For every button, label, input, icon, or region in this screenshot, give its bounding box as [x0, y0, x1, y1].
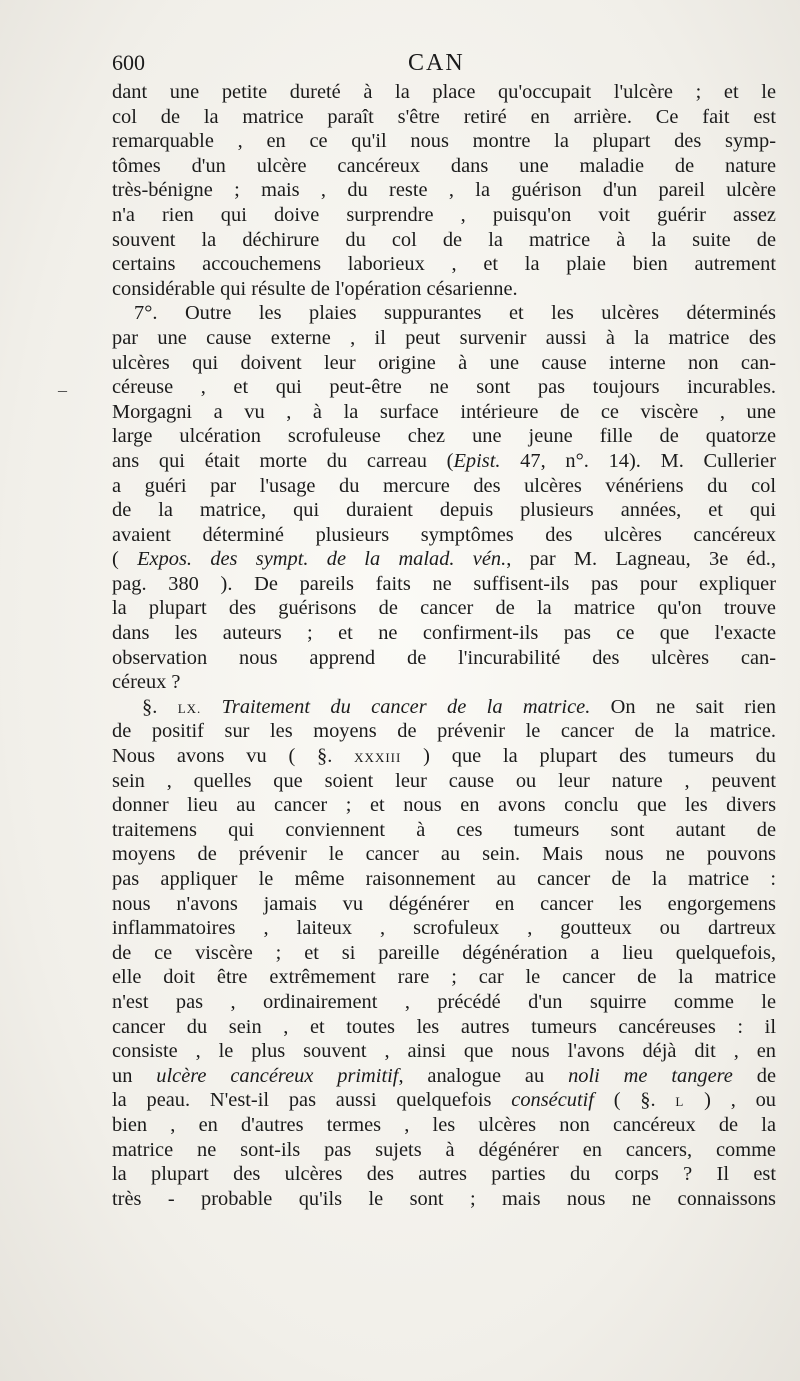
- text-line: [112, 1064, 776, 1089]
- text-line: [112, 523, 776, 548]
- text-segment: ulcère cancéreux primitif: [156, 1064, 399, 1087]
- body-text: [112, 80, 776, 1211]
- text-segment: ) que la plupart des tumeurs du: [401, 745, 776, 768]
- text-segment: la plupart des ulcères des autres parties du corps ? Il est: [112, 1163, 776, 1186]
- margin-mark: –: [58, 380, 67, 400]
- text-line: [112, 326, 776, 351]
- text-line: [112, 301, 776, 326]
- text-line: [112, 646, 776, 671]
- text-segment: un: [112, 1064, 157, 1087]
- text-line: [112, 990, 776, 1015]
- text-segment: de ce viscère ; et si pareille dégénération a lieu quelquefois,: [112, 941, 776, 964]
- text-segment: par une cause externe , il peut survenir aussi à la matrice des: [112, 326, 776, 349]
- text-segment: traitemens qui conviennent à ces tumeurs sont autant de: [112, 818, 776, 841]
- text-line: [112, 793, 776, 818]
- text-segment: souvent la déchirure du col de la matrice à la suite de: [112, 228, 776, 251]
- text-line: [112, 252, 776, 277]
- text-segment: large ulcération scrofuleuse chez une jeune fille de quatorze: [112, 425, 776, 448]
- text-line: [112, 80, 776, 105]
- text-segment: très - probable qu'ils le sont ; mais nous ne connaissons: [112, 1187, 776, 1210]
- text-segment: très-bénigne ; mais , du reste , la guérison d'un pareil ulcère: [112, 179, 776, 202]
- text-segment: consécutif: [511, 1089, 594, 1112]
- text-line: [112, 424, 776, 449]
- text-segment: XXXIII: [354, 750, 402, 766]
- text-segment: dant une petite dureté à la place qu'occupait l'ulcère ; et le: [112, 81, 776, 103]
- text-segment: Nous avons vu ( §.: [112, 745, 355, 768]
- text-line: [112, 203, 776, 228]
- text-segment: §.: [142, 695, 178, 718]
- page-header: [112, 50, 760, 80]
- text-segment: Epist.: [453, 449, 501, 472]
- text-segment: sein , quelles que soient leur cause ou leur nature , peuvent: [112, 769, 776, 792]
- text-line: [112, 941, 776, 966]
- text-line: [112, 1113, 776, 1138]
- text-line: [112, 596, 776, 621]
- text-segment: ) , ou: [684, 1089, 776, 1112]
- text-line: [112, 670, 776, 695]
- text-segment: de positif sur les moyens de prévenir le cancer de la matrice.: [112, 720, 776, 743]
- text-segment: On ne sait rien: [590, 695, 777, 718]
- text-line: [112, 1039, 776, 1064]
- text-line: [112, 1138, 776, 1163]
- text-segment: 7°. Outre les plaies suppurantes et les ulcères déterminés: [134, 302, 776, 325]
- page-number: 600: [112, 50, 145, 75]
- text-line: [112, 842, 776, 867]
- text-segment: bien , en d'autres termes , les ulcères non cancéreux de la: [112, 1113, 776, 1136]
- text-segment: Morgagni a vu , à la surface intérieure de ce viscère , une: [112, 400, 776, 423]
- text-segment: la peau. N'est-il pas aussi quelquefois: [112, 1089, 512, 1112]
- text-line: [112, 351, 776, 376]
- text-segment: moyens de prévenir le cancer au sein. Mais nous ne pouvons: [112, 843, 776, 866]
- text-line: [112, 621, 776, 646]
- text-segment: , par M. Lagneau, 3e éd.,: [506, 548, 776, 571]
- text-segment: cancer du sein , et toutes les autres tumeurs cancéreuses : il: [112, 1015, 776, 1038]
- text-segment: inflammatoires , laiteux , scrofuleux , goutteux ou dartreux: [112, 917, 776, 940]
- text-segment: col de la matrice paraît s'être retiré en arrière. Ce fait est: [112, 105, 776, 128]
- text-segment: ans qui était morte du carreau (: [112, 449, 454, 472]
- text-line: [112, 1015, 776, 1040]
- text-line: [112, 277, 776, 302]
- text-line: [112, 818, 776, 843]
- text-segment: 47, n°. 14). M. Cullerier: [500, 449, 777, 472]
- text-line: [112, 1162, 776, 1187]
- text-segment: de la matrice, qui duraient depuis plusieurs années, et qui: [112, 499, 776, 522]
- text-segment: tômes d'un ulcère cancéreux dans une maladie de nature: [112, 154, 776, 177]
- text-segment: ( §.: [593, 1089, 676, 1112]
- text-segment: consiste , le plus souvent , ainsi que nous l'avons déjà dit , en: [112, 1040, 776, 1063]
- text-line: [112, 1187, 776, 1212]
- text-segment: LX.: [177, 700, 202, 716]
- text-segment: L: [675, 1094, 685, 1110]
- text-line: [112, 769, 776, 794]
- text-segment: observation nous apprend de l'incurabilité des ulcères can-: [112, 646, 776, 669]
- text-segment: ulcères qui doivent leur origine à une cause interne non can-: [112, 351, 776, 374]
- text-line: [112, 178, 776, 203]
- text-line: [112, 1088, 776, 1113]
- text-line: [112, 744, 776, 769]
- text-segment: céreux ?: [112, 671, 181, 694]
- text-segment: remarquable , en ce qu'il nous montre la plupart des symp-: [112, 130, 776, 153]
- text-segment: pag. 380 ). De pareils faits ne suffisent-ils pas pour expliquer: [112, 572, 776, 595]
- text-segment: n'a rien qui doive surprendre , puisqu'on voit guérir assez: [112, 203, 776, 226]
- text-segment: dans les auteurs ; et ne confirment-ils pas ce que l'exacte: [112, 622, 776, 645]
- text-segment: , analogue au: [398, 1064, 569, 1087]
- text-line: [112, 719, 776, 744]
- text-segment: pas appliquer le même raisonnement au cancer de la matrice :: [112, 868, 776, 890]
- text-segment: céreuse , et qui peut-être ne sont pas toujours incurables.: [112, 376, 776, 399]
- text-line: [112, 892, 776, 917]
- text-segment: considérable qui résulte de l'opération césarienne.: [112, 277, 518, 300]
- text-segment: Traitement du cancer de la matrice.: [221, 695, 591, 718]
- text-segment: matrice ne sont-ils pas sujets à dégénérer en cancers, comme: [112, 1138, 776, 1161]
- running-head: CAN: [408, 50, 465, 76]
- text-segment: nous n'avons jamais vu dégénérer en cancer les engorgemens: [112, 892, 776, 915]
- text-segment: a guéri par l'usage du mercure des ulcères vénériens du col: [112, 474, 776, 497]
- text-segment: [201, 696, 221, 718]
- text-line: [112, 695, 776, 720]
- text-segment: Expos. des sympt. de la malad. vén.: [137, 548, 507, 571]
- text-line: [112, 474, 776, 499]
- text-line: [112, 375, 776, 400]
- text-segment: de: [732, 1064, 777, 1087]
- text-segment: donner lieu au cancer ; et nous en avons conclu que les divers: [112, 794, 776, 817]
- text-line: [112, 449, 776, 474]
- text-segment: elle doit être extrêmement rare ; car le cancer de la matrice: [112, 966, 776, 989]
- text-line: [112, 916, 776, 941]
- text-line: [112, 129, 776, 154]
- text-segment: certains accouchemens laborieux , et la plaie bien autrement: [112, 253, 776, 276]
- text-line: [112, 965, 776, 990]
- text-line: [112, 105, 776, 130]
- text-line: [112, 547, 776, 572]
- text-segment: (: [112, 548, 138, 571]
- text-segment: noli me tangere: [568, 1064, 733, 1087]
- text-line: [112, 228, 776, 253]
- text-line: [112, 572, 776, 597]
- text-line: [112, 867, 776, 892]
- text-line: [112, 400, 776, 425]
- text-line: [112, 498, 776, 523]
- text-line: [112, 154, 776, 179]
- text-segment: n'est pas , ordinairement , précédé d'un squirre comme le: [112, 990, 776, 1013]
- text-segment: avaient déterminé plusieurs symptômes des ulcères cancéreux: [112, 523, 776, 546]
- text-segment: la plupart des guérisons de cancer de la matrice qu'on trouve: [112, 597, 776, 620]
